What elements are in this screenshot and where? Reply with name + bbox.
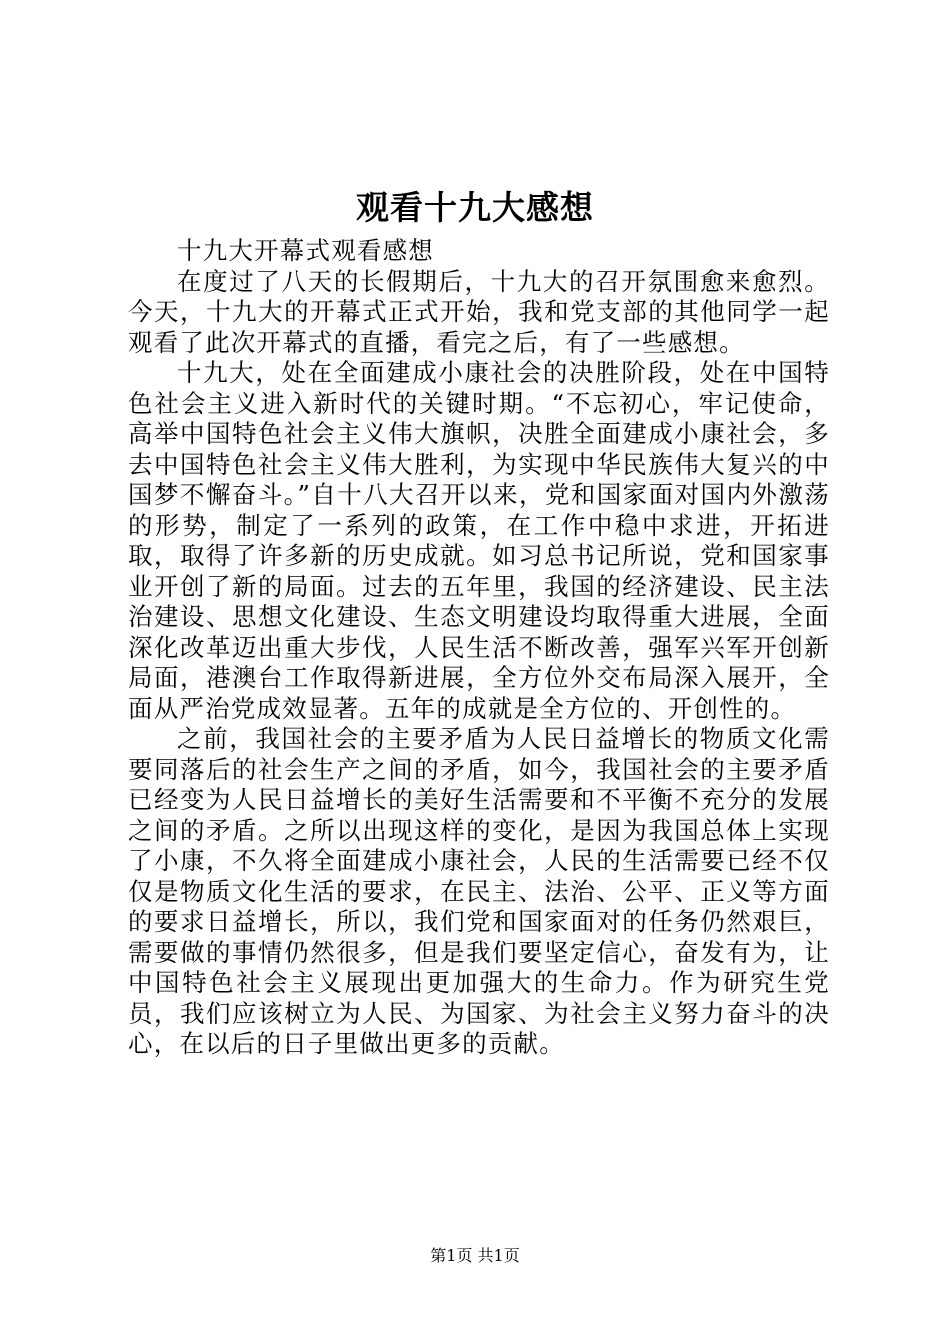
- document-subtitle: 十九大开幕式观看感想: [177, 236, 434, 265]
- paragraph: 之前，我国社会的主要矛盾为人民日益增长的物质文化需要同落后的社会生产之间的矛盾，如今，我国社会的主要矛盾已经变为人民日益增长的美好生活需要和不平衡不充分的发展之间的矛盾。之所以出现这样的变化，是因为我国总体上实现了小康，不久将全面建成小康社会，人民的生活需要已经不仅仅是物质文化生活的要求，在民主、法治、公平、正义等方面的要求日益增长，所以，我们党和国家面对的任务仍然艰巨，需要做的事情仍然很多，但是我们要坚定信心，奋发有为，让中国特色社会主义展现出更加强大的生命力。作为研究生党员，我们应该树立为人民、为国家、为社会主义努力奋斗的决心，在以后的日子里做出更多的贡献。: [128, 724, 830, 1058]
- document-title: 观看十九大感想: [356, 188, 594, 227]
- paragraph: 十九大，处在全面建成小康社会的决胜阶段，处在中国特色社会主义进入新时代的关键时期。“不忘初心，牢记使命，高举中国特色社会主义伟大旗帜，决胜全面建成小康社会，多去中国特色社会主义伟大胜利，为实现中华民族伟大复兴的中国梦不懈奋斗。”自十八大召开以来，党和国家面对国内外激荡的形势，制定了一系列的政策，在工作中稳中求进，开拓进取，取得了许多新的历史成就。如习总书记所说，党和国家事业开创了新的局面。过去的五年里，我国的经济建设、民主法治建设、思想文化建设、生态文明建设均取得重大进展，全面深化改革迈出重大步伐，人民生活不断改善，强军兴军开创新局面，港澳台工作取得新进展，全方位外交布局深入展开，全面从严治党成效显著。五年的成就是全方位的、开创性的。: [128, 358, 830, 723]
- document-body: [128, 236, 830, 1060]
- paragraph: 在度过了八天的长假期后，十九大的召开氛围愈来愈烈。今天，十九大的开幕式正式开始，我和党支部的其他同学一起观看了此次开幕式的直播，看完之后，有了一些感想。: [128, 266, 830, 357]
- page-footer: 第1页 共1页: [430, 1246, 520, 1265]
